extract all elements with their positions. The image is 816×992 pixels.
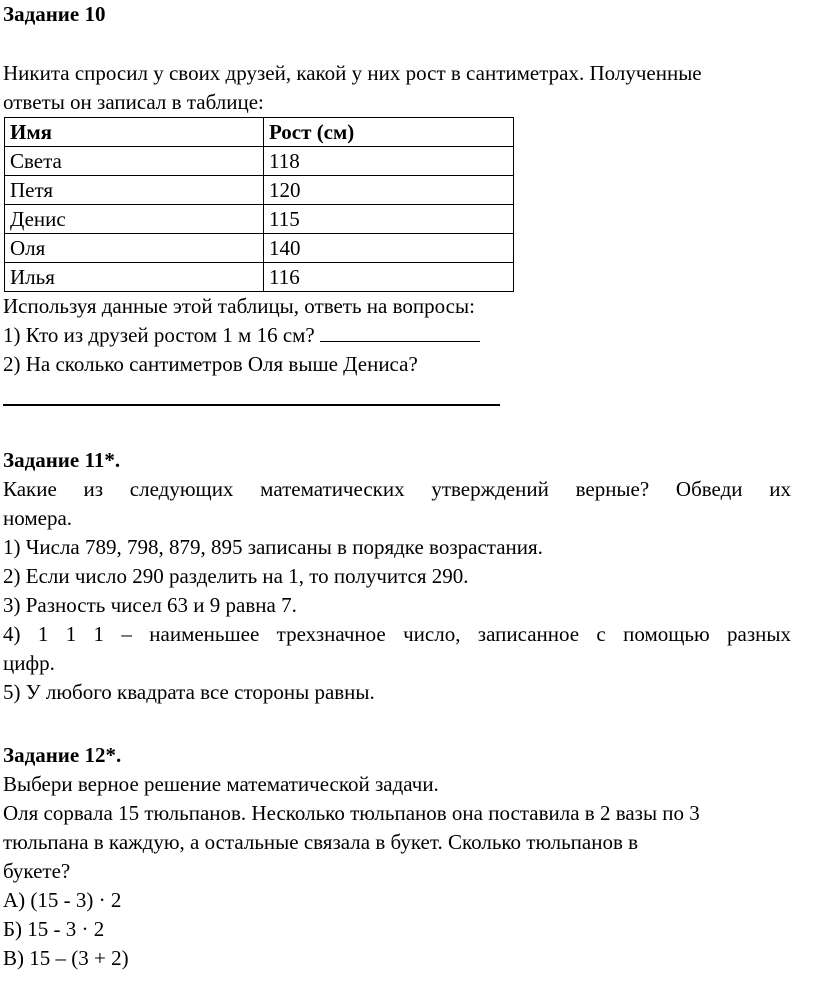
- task12-instruction: Выбери верное решение математической задачи.: [3, 772, 439, 796]
- table-header-height: Рост (см): [264, 118, 514, 147]
- task11-item-2: 2) Если число 290 разделить на 1, то получится 290.: [3, 564, 469, 588]
- task10-question2: 2) На сколько сантиметров Оля выше Дениса?: [3, 352, 418, 376]
- task12-problem-line1: Оля сорвала 15 тюльпанов. Несколько тюльпанов она поставила в 2 вазы по 3: [3, 801, 700, 825]
- task11-intro-line2: номера.: [3, 506, 73, 530]
- table-cell-height: 140: [264, 234, 514, 263]
- task11-item-4: 4) 1 1 1 – наименьшее трехзначное число, записанное с помощью разных: [3, 622, 791, 646]
- task11-item-4-cont: цифр.: [3, 651, 55, 675]
- table-row: [5, 147, 514, 176]
- table-cell-height: 115: [264, 205, 514, 234]
- table-cell-name: Света: [5, 147, 264, 176]
- task11-title: Задание 11*.: [3, 448, 121, 472]
- table-header-row: [5, 118, 514, 147]
- table-row: [5, 263, 514, 292]
- table-cell-height: 116: [264, 263, 514, 292]
- task12-option-c[interactable]: В) 15 – (3 + 2): [3, 946, 129, 970]
- task10-question1: [3, 321, 816, 350]
- table-cell-name: Илья: [5, 263, 264, 292]
- heights-table: [4, 117, 514, 292]
- task12-title: Задание 12*.: [3, 743, 122, 767]
- task10-instruction: Используя данные этой таблицы, ответь на вопросы:: [3, 294, 475, 318]
- table-cell-name: Петя: [5, 176, 264, 205]
- task12-option-b[interactable]: Б) 15 - 3 · 2: [3, 917, 105, 941]
- task10-intro-line2: ответы он записал в таблице:: [3, 90, 264, 114]
- table-cell-name: Оля: [5, 234, 264, 263]
- table-cell-height: 118: [264, 147, 514, 176]
- table-row: [5, 234, 514, 263]
- task10-question1-text: 1) Кто из друзей ростом 1 м 16 см?: [3, 323, 315, 347]
- task12-problem-line2: тюльпана в каждую, а остальные связала в букет. Сколько тюльпанов в: [3, 830, 639, 854]
- table-row: [5, 176, 514, 205]
- task11-item-3: 3) Разность чисел 63 и 9 равна 7.: [3, 593, 297, 617]
- table-cell-height: 120: [264, 176, 514, 205]
- table-cell-name: Денис: [5, 205, 264, 234]
- task11-intro-line1: Какие из следующих математических утверждений верные? Обведи их: [3, 477, 791, 501]
- task11-item-5: 5) У любого квадрата все стороны равны.: [3, 680, 375, 704]
- task11-item-1: 1) Числа 789, 798, 879, 895 записаны в порядке возрастания.: [3, 535, 543, 559]
- table-row: [5, 205, 514, 234]
- task12-problem-line3: букете?: [3, 859, 71, 883]
- answer-line-q1[interactable]: [320, 321, 480, 342]
- task10-title: Задание 10: [3, 2, 106, 26]
- table-header-name: Имя: [5, 118, 264, 147]
- answer-line-q2[interactable]: [3, 379, 500, 406]
- task12-option-a[interactable]: А) (15 - 3) · 2: [3, 888, 122, 912]
- task10-intro-line1: Никита спросил у своих друзей, какой у них рост в сантиметрах. Полученные: [3, 61, 702, 85]
